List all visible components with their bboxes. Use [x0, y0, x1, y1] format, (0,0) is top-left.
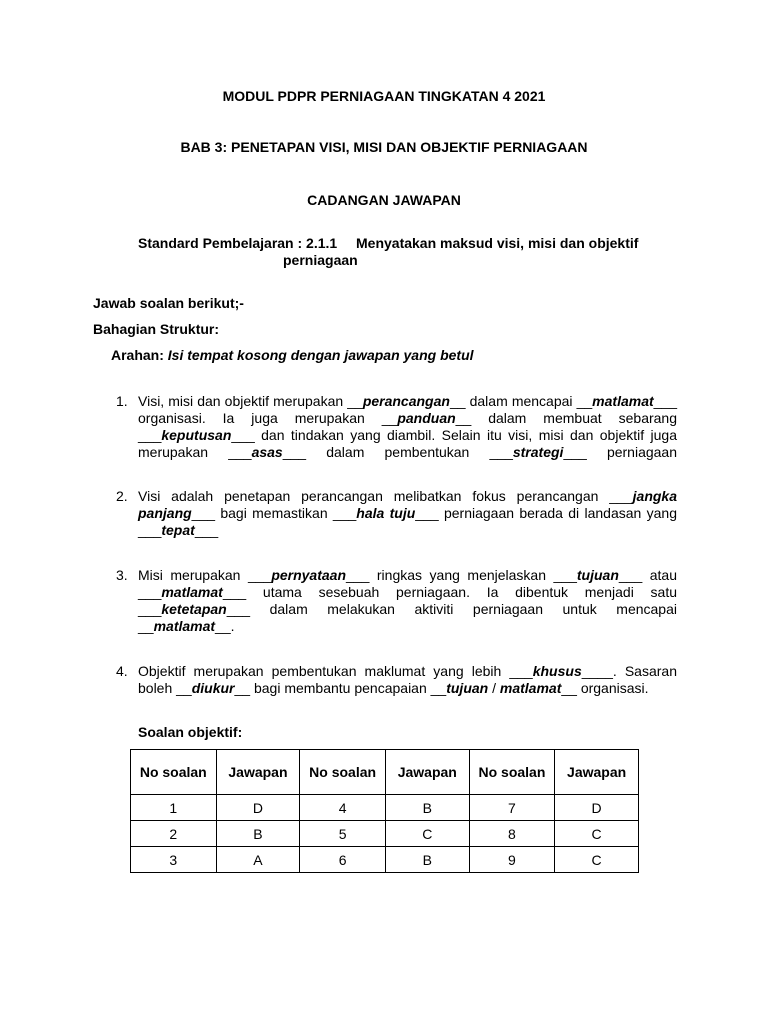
- q1-answer: asas: [251, 444, 283, 460]
- q1-answer: matlamat: [592, 393, 654, 409]
- q4-text-part: /: [488, 680, 500, 696]
- q3-text-part: ___ utama sesebuah perniagaan. Ia dibentuk menjadi satu ___: [138, 584, 677, 617]
- header-cell: Jawapan: [216, 750, 300, 795]
- q3-number: 3.: [116, 567, 128, 583]
- table-cell: B: [385, 847, 469, 873]
- module-title: MODUL PDPR PERNIAGAAN TINGKATAN 4 2021: [222, 88, 546, 104]
- q1-number: 1.: [116, 393, 128, 409]
- q1-answer: panduan: [397, 410, 456, 426]
- q1-text: [138, 393, 677, 461]
- q3-answer: ketetapan: [161, 601, 227, 617]
- q4-answer: khusus: [532, 663, 582, 679]
- q3-text-part: ___ ringkas yang menjelaskan ___: [346, 567, 577, 583]
- q4-answer: tujuan: [446, 680, 489, 696]
- table-cell: C: [555, 821, 639, 847]
- section-heading: Bahagian Struktur:: [93, 321, 220, 337]
- answer-table-header: [131, 750, 639, 795]
- q2-answer: tepat: [161, 522, 195, 538]
- q4-answer: diukur: [191, 680, 235, 696]
- q3-answer: tujuan: [576, 567, 619, 583]
- q1-text-part: ___ dan tindakan yang diambil. Selain itu visi, misi dan objektif juga merupakan ___: [138, 427, 677, 460]
- table-cell: 4: [300, 795, 386, 821]
- q3-answer: matlamat: [161, 584, 223, 600]
- q1-text-part: ___ dalam pembentukan ___: [282, 444, 513, 460]
- table-cell: 3: [131, 847, 217, 873]
- arahan-text: Isi tempat kosong dengan jawapan yang betul: [167, 347, 474, 363]
- q1-text-part: __ dalam membuat sebarang ___: [138, 410, 678, 443]
- table-cell: 5: [300, 821, 386, 847]
- arahan: [111, 347, 474, 364]
- table-cell: D: [216, 795, 300, 821]
- q2-text-part: ___: [194, 522, 219, 538]
- standard-label: Standard Pembelajaran : 2.1.1: [138, 235, 338, 251]
- q4-text-part: __ bagi membantu pencapaian __: [234, 680, 447, 696]
- table-cell: 8: [469, 821, 555, 847]
- q3-answer: matlamat: [153, 618, 216, 634]
- header-cell: No soalan: [300, 750, 386, 795]
- q3-text-part: ___ atau ___: [138, 567, 677, 600]
- table-cell: D: [555, 795, 639, 821]
- q1-answer: keputusan: [161, 427, 232, 443]
- q2-number: 2.: [116, 488, 128, 504]
- q3-text-part: Misi merupakan ___: [138, 567, 272, 583]
- q2-text-part: ___ bagi memastikan ___: [191, 505, 357, 521]
- table-cell: B: [216, 821, 300, 847]
- header-cell: Jawapan: [385, 750, 469, 795]
- q4-text-part: __ organisasi.: [561, 680, 649, 696]
- q4-text-part: ____. Sasaran boleh __: [138, 663, 677, 696]
- q1-text-part: ___ organisasi. Ia juga merupakan __: [138, 393, 677, 426]
- q1-text-part: ___ perniagaan: [563, 444, 678, 460]
- table-cell: 1: [131, 795, 217, 821]
- objective-title: Soalan objektif:: [138, 724, 243, 740]
- table-cell: 7: [469, 795, 555, 821]
- q3-text-part: __.: [215, 618, 235, 634]
- table-cell: B: [385, 795, 469, 821]
- chapter-title: BAB 3: PENETAPAN VISI, MISI DAN OBJEKTIF PERNIAGAAN: [180, 139, 588, 155]
- q1-text-part: __ dalam mencapai __: [449, 393, 593, 409]
- table-cell: 6: [300, 847, 386, 873]
- q4-text: [138, 663, 677, 697]
- header-cell: Jawapan: [555, 750, 639, 795]
- instruction: Jawab soalan berikut;-: [93, 295, 244, 311]
- q2-text-part: Visi adalah penetapan perancangan melibatkan fokus perancangan ___: [138, 488, 633, 504]
- q4-text-part: Objektif merupakan pembentukan maklumat yang lebih ___: [138, 663, 533, 679]
- q3-text: [138, 567, 677, 635]
- header-cell: No soalan: [469, 750, 555, 795]
- table-cell: C: [385, 821, 469, 847]
- q1-text-part: Visi, misi dan objektif merupakan __: [138, 393, 363, 409]
- q2-answer: hala tuju: [356, 505, 416, 521]
- q2-text: [138, 488, 677, 539]
- table-cell: 2: [131, 821, 217, 847]
- answer-table: [130, 749, 639, 873]
- header-cell: No soalan: [131, 750, 217, 795]
- q1-answer: strategi: [512, 444, 564, 460]
- q2-text-part: ___ perniagaan berada di landasan yang ___: [138, 505, 678, 538]
- arahan-label: Arahan:: [111, 347, 164, 363]
- table-cell: C: [555, 847, 639, 873]
- q4-answer: matlamat: [499, 680, 562, 696]
- q2-answer: jangka panjang: [138, 488, 677, 521]
- standard-text-line1: Menyatakan maksud visi, misi dan objektif: [356, 235, 639, 251]
- q3-text-part: ___ dalam melakukan aktiviti perniagaan untuk mencapai __: [138, 601, 677, 634]
- answer-heading: CADANGAN JAWAPAN: [307, 192, 461, 208]
- table-cell: 9: [469, 847, 555, 873]
- q3-answer: pernyataan: [271, 567, 347, 583]
- table-cell: A: [216, 847, 300, 873]
- table-row: [131, 847, 639, 873]
- q1-answer: perancangan: [362, 393, 450, 409]
- table-row: [131, 821, 639, 847]
- standard-text-line2: perniagaan: [283, 252, 358, 268]
- table-row: [131, 795, 639, 821]
- q4-number: 4.: [116, 663, 128, 679]
